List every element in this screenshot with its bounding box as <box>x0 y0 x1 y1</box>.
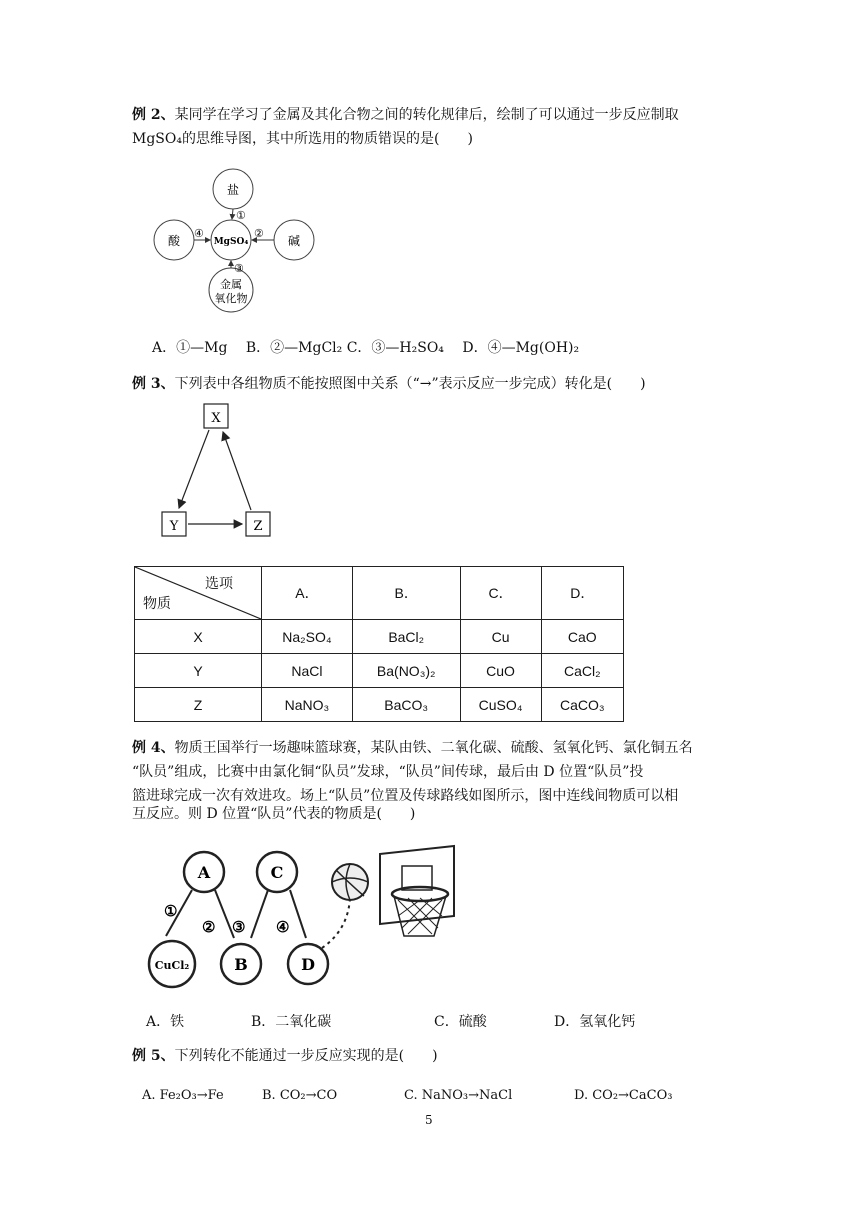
node-z-label: Z <box>253 519 263 534</box>
pass-4-marker: ④ <box>276 918 290 936</box>
player-b-label: B <box>234 955 248 974</box>
ex4-label: 例 4、 <box>132 740 175 756</box>
ex4-question-line2: “队员”组成，比赛中由氯化铜“队员”发球，“队员”间传球，最后由 D 位置“队员”投 <box>132 764 644 780</box>
pass-1-marker: ① <box>164 902 178 920</box>
row-label: X <box>135 620 262 654</box>
ex2-choices: A．①—Mg B．②—MgCl₂ C．③—H₂SO₄ D．④—Mg(OH)₂ <box>152 340 580 356</box>
ex5-choice-d: D. CO₂→CaCO₃ <box>574 1088 673 1103</box>
table-cell: CaCO₃ <box>541 688 623 722</box>
ex4-choice-c: C．硫酸 <box>434 1014 487 1030</box>
table-cell: NaNO₃ <box>262 688 353 722</box>
row-label: Z <box>135 688 262 722</box>
ex2-question-line2: MgSO₄的思维导图，其中所选用的物质错误的是( ) <box>132 131 473 147</box>
table-cell: NaCl <box>262 654 353 688</box>
player-c-label: C <box>270 863 284 882</box>
table-row <box>135 620 624 654</box>
table-header-row <box>135 567 624 620</box>
ex4-question-line3: 篮进球完成一次有效进攻。场上“队员”位置及传球路线如图所示，图中连线间物质可以相 <box>132 788 679 804</box>
ex5-choice-b: B. CO₂→CO <box>262 1088 338 1103</box>
ex4-choice-a: A．铁 <box>146 1014 185 1030</box>
marker-4: ④ <box>194 227 204 240</box>
marker-2: ② <box>254 227 264 240</box>
table-cell: CaO <box>541 620 623 654</box>
column-header: B． <box>352 567 460 620</box>
page-number: 5 <box>425 1113 433 1127</box>
marker-1: ① <box>236 209 246 222</box>
table-corner-cell <box>135 567 262 620</box>
ex3-options-table <box>134 566 624 722</box>
node-x-label: X <box>211 411 221 426</box>
ex2-mindmap <box>140 168 330 330</box>
player-start-label: CuCl₂ <box>154 959 190 972</box>
node-y-label: Y <box>169 519 179 534</box>
acid-label: 酸 <box>167 234 181 248</box>
column-header: D． <box>541 567 623 620</box>
metal-oxide-label-2: 氧化物 <box>214 292 248 305</box>
ex5-choice-a: A. Fe₂O₃→Fe <box>142 1088 224 1103</box>
metal-oxide-label-1: 金属 <box>220 278 242 291</box>
ex4-choice-d: D．氢氧化钙 <box>554 1014 636 1030</box>
row-label: Y <box>135 654 262 688</box>
ex2-label: 例 2、 <box>132 107 175 123</box>
ex4-choice-b: B．二氧化碳 <box>251 1014 332 1030</box>
table-cell: BaCl₂ <box>352 620 460 654</box>
table-cell: CuSO₄ <box>460 688 541 722</box>
table-cell: CuO <box>460 654 541 688</box>
pass-3-marker: ③ <box>232 918 246 936</box>
salt-label: 盐 <box>226 183 240 197</box>
table-row <box>135 688 624 722</box>
basketball-icon <box>332 864 368 900</box>
ex3-question: 例 3、下列表中各组物质不能按照图中关系（“→”表示反应一步完成）转化是( ) <box>132 376 646 392</box>
ex3-triangle-diagram <box>155 400 280 542</box>
ex5-choice-c: C. NaNO₃→NaCl <box>404 1088 513 1103</box>
ex5-question: 例 5、下列转化不能通过一步反应实现的是( ) <box>132 1048 438 1064</box>
ex2-question-line1: 例 2、某同学在学习了金属及其化合物之间的转化规律后，绘制了可以通过一步反应制取 <box>132 107 679 123</box>
ex4-question-line1: 例 4、物质王国举行一场趣味篮球赛，某队由铁、二氧化碳、硫酸、氢氧化钙、氯化铜五名 <box>132 740 693 756</box>
ex5-label: 例 5、 <box>132 1048 175 1064</box>
column-header: A． <box>262 567 353 620</box>
column-header: C． <box>460 567 541 620</box>
table-cell: CaCl₂ <box>541 654 623 688</box>
marker-3: ③ <box>234 262 244 275</box>
ex4-question-line4: 互反应。则 D 位置“队员”代表的物质是( ) <box>132 806 416 822</box>
base-label: 碱 <box>287 234 301 248</box>
table-cell: Ba(NO₃)₂ <box>352 654 460 688</box>
player-d-label: D <box>301 955 315 974</box>
table-cell: Cu <box>460 620 541 654</box>
ex4-basketball-diagram <box>136 840 466 1000</box>
table-cell: Na₂SO₄ <box>262 620 353 654</box>
mgso4-label: MgSO₄ <box>213 237 249 247</box>
basketball-hoop-icon <box>380 846 454 936</box>
header-option: 选项 <box>205 575 233 591</box>
pass-2-marker: ② <box>202 918 216 936</box>
ex3-label: 例 3、 <box>132 376 175 392</box>
table-row <box>135 654 624 688</box>
table-cell: BaCO₃ <box>352 688 460 722</box>
header-substance: 物质 <box>143 595 171 611</box>
player-a-label: A <box>197 863 211 882</box>
